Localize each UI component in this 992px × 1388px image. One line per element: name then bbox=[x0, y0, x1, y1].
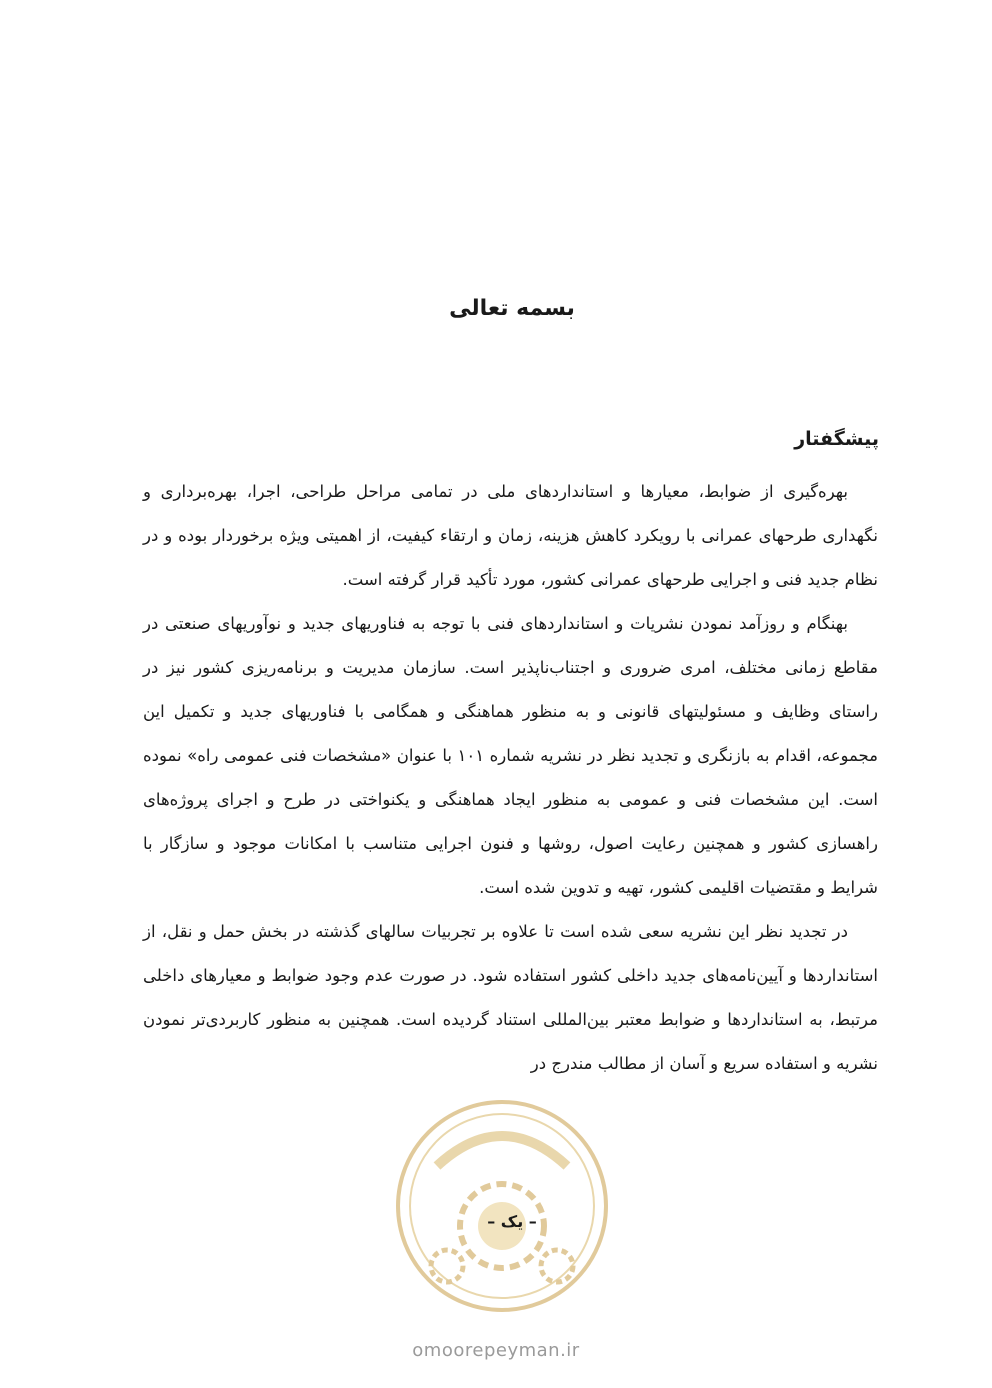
watermark-url: omoorepeyman.ir bbox=[412, 1340, 580, 1361]
paragraph: در تجدید نظر این نشریه سعی شده است تا علاوه بر تجربیات سالهای گذشته در بخش حمل و نقل، از استانداردها و آیین‌نامه‌های جدید داخلی کشور استفاده شود. در صورت عدم وجود ضوابط و معیارهای داخلی مرتبط، به استانداردها و ضوابط معتبر بین‌المللی استناد گردیده است. همچنین به منظور کاربردی‌تر نمودن نشریه و استفاده سریع و آسان از مطالب مندرج در bbox=[143, 922, 878, 1073]
page-number: – یک – bbox=[487, 1212, 537, 1231]
section-heading: پیشگفتار bbox=[794, 428, 879, 450]
body-text bbox=[143, 470, 878, 1086]
paragraph: بهره‌گیری از ضوابط، معیارها و استانداردهای ملی در تمامی مراحل طراحی، اجرا، بهره‌برداری و نگهداری طرحهای عمرانی با رویکرد کاهش هزینه، زمان و ارتقاء کیفیت، از اهمیتی ویژه برخوردار بوده و در نظام جدید فنی و اجرایی طرحهای عمرانی کشور، مورد تأکید قرار گرفته است. bbox=[143, 482, 878, 589]
paragraph: بهنگام و روزآمد نمودن نشریات و استانداردهای فنی با توجه به فناوریهای جدید و نوآوریهای صنعتی در مقاطع زمانی مختلف، امری ضروری و اجتناب‌ناپذیر است. سازمان مدیریت و برنامه‌ریزی کشور نیز در راستای وظایف و مسئولیتهای قانونی و به منظور هماهنگی و همگامی با فناوریهای جدید و تکمیل این مجموعه، اقدام به بازنگری و تجدید نظر در نشریه شماره ۱۰۱ با عنوان «مشخصات فنی عمومی راه» نموده است. این مشخصات فنی و عمومی به منظور ایجاد هماهنگی و یکنواختی در طرح و اجرای پروژه‌های راهسازی کشور و همچنین رعایت اصول، روشها و فنون اجرایی متناسب با امکانات موجود و سازگار با شرایط و مقتضیات اقلیمی کشور، تهیه و تدوین شده است. bbox=[143, 614, 878, 897]
page-title: بسمه تعالی bbox=[449, 296, 575, 321]
watermark-seal-icon bbox=[392, 1096, 612, 1316]
